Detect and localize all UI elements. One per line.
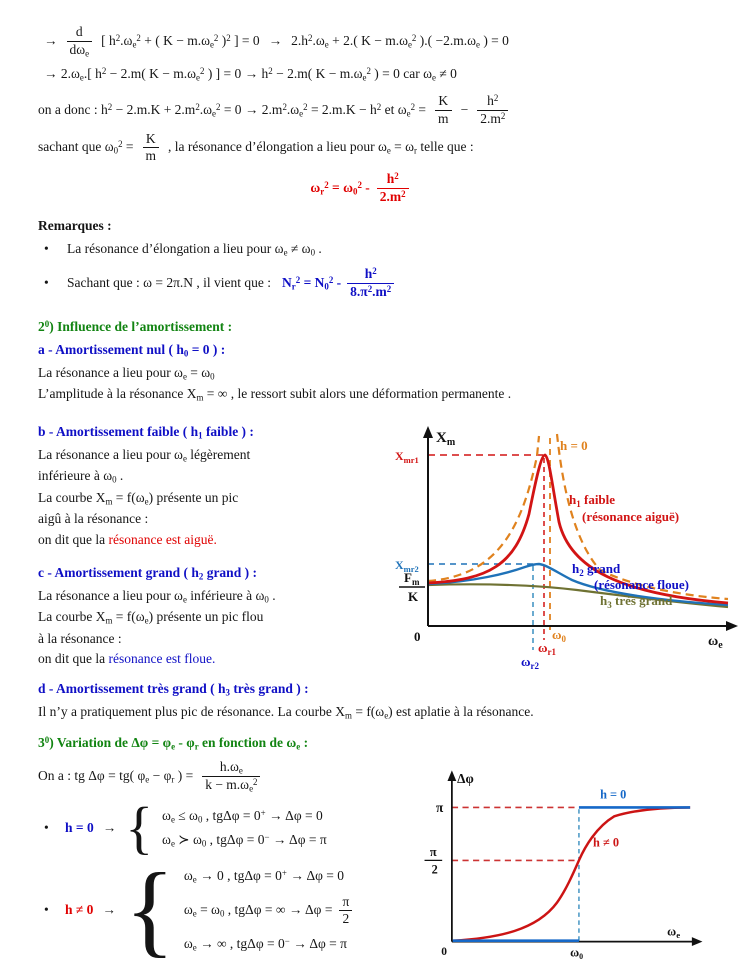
- section-2b-line-3: La courbe $X_m = f(\omega_e)$ présente un pic: [38, 488, 394, 509]
- x-axis-arrow-icon: [726, 621, 738, 631]
- case-line: $\omega_e$ → ∞ , tgΔφ = 0− → Δφ = π: [184, 934, 352, 955]
- section-2b-line-5: on dit que la résonance est aiguë.: [38, 530, 394, 551]
- fraction-h2-8pi2m2: [347, 266, 394, 301]
- curve-h-not-0: [453, 807, 690, 940]
- fraction-denominator: $8.\pi^2.m^2$: [347, 283, 394, 301]
- fraction-K-m: [435, 93, 452, 128]
- fraction-numerator: π: [339, 894, 352, 911]
- section-2a-title: a - Amortissement nul ( $h_0 = 0$ ) :: [38, 340, 707, 361]
- section-2c-title: c - Amortissement grand ( $h_2$ grand ) :: [38, 563, 394, 584]
- section-2a-line-2: L’amplitude à la résonance $X_m$ = ∞ , le ressort subit alors une déformation permanente .: [38, 384, 707, 405]
- left-brace: {: [125, 804, 153, 852]
- case-line: $\omega_e = \omega_0$ , tgΔφ = ∞ → Δφ = $\frac{\pi}{2}$: [184, 894, 352, 929]
- section-2d-title: d - Amortissement très grand ( $h_3$ très grand ) :: [38, 679, 707, 700]
- section-2-title: $2^0$) Influence de l’amortissement :: [38, 317, 707, 338]
- x-axis-arrow-icon: [692, 937, 703, 946]
- fraction-denominator: $2.m^2$: [377, 188, 409, 206]
- bullet-icon: •: [44, 818, 56, 839]
- section-2b-line-1: La résonance a lieu pour $\omega_e$ légèrement: [38, 445, 394, 466]
- equation-segment: , la résonance d’élongation a lieu pour $\omega_e = \omega_r$ telle que :: [168, 137, 474, 158]
- equation-segment: [ $h^2.\omega_e^2$ + ( $K - m.\omega_e^2$ )$^2$ ] = 0: [101, 31, 260, 52]
- phase-chart-svg: [406, 757, 706, 970]
- fraction-denominator: $d\omega_e$: [67, 41, 93, 60]
- fraction-denominator: $2.m^2$: [477, 110, 508, 128]
- fraction-tangent: [202, 759, 260, 795]
- phase-section-row: [38, 755, 707, 976]
- section-2c-line-1: La résonance a lieu pour $\omega_e$ inférieure à $\omega_0$ .: [38, 586, 394, 607]
- fraction-d-domega: [67, 24, 93, 59]
- y-axis-label: Δφ: [457, 770, 474, 785]
- bullet-icon: •: [44, 900, 56, 921]
- section-2d-line-1: Il n’y a pratiquement plus pic de résonance. La courbe $X_m = f(\omega_e)$ est aplatie à la résonance.: [38, 702, 707, 723]
- fraction-pi-2: [339, 894, 352, 929]
- section-2b-line-2: inférieure à $\omega_0$ .: [38, 466, 394, 487]
- pi-label: π: [436, 799, 444, 814]
- pi-over-2-denominator: 2: [432, 862, 438, 876]
- curve-h2-label: $h_2$ grand: [572, 561, 621, 578]
- arrow: →: [103, 818, 117, 839]
- xmr1-label: $X_{mr1}$: [395, 449, 419, 465]
- remarks-title: Remarques :: [38, 216, 707, 237]
- curve-h1-label: $h_1$ faible: [569, 492, 615, 509]
- tick-omega0: $\omega_0$: [570, 945, 583, 961]
- case-h-not-0: [44, 866, 406, 955]
- curve-h0-label: h = 0: [560, 438, 588, 453]
- x-axis-label: $\omega_e$: [708, 634, 723, 651]
- remark-text: Sachant que : ω = 2π.N , il vient que :: [67, 273, 271, 294]
- equation-segment: On a : tg Δφ = tg( $\varphi_e - \varphi_r$ ) =: [38, 766, 193, 787]
- hne0-cases: [184, 866, 352, 955]
- label-h-not-0: h ≠ 0: [593, 835, 619, 849]
- origin-label: 0: [414, 629, 421, 644]
- h0-label: h = 0: [65, 818, 94, 839]
- section-2c-line-2: La courbe $X_m = f(\omega_e)$ présente un pic flou: [38, 607, 394, 628]
- highlight-resonance-aigue: résonance est aiguë.: [109, 532, 217, 547]
- phase-text-column: [38, 755, 406, 976]
- h0-cases: [162, 806, 327, 852]
- case-h-equals-0: [44, 805, 406, 853]
- pi-over-2-numerator: π: [430, 845, 437, 859]
- fraction-denominator: $k - m.\omega_e^2$: [202, 776, 260, 795]
- fraction-h2-2m2: [477, 93, 508, 128]
- remark-item-1: [44, 239, 707, 260]
- fk-numerator-label: $F_m$: [404, 570, 420, 587]
- fraction-numerator: K: [435, 93, 451, 110]
- bullet-icon: •: [44, 239, 56, 260]
- amplitude-section-row: [38, 422, 707, 679]
- fraction-numerator: d: [73, 24, 86, 41]
- case-line: $\omega_e \to 0$ , tgΔφ = 0+ → Δφ = 0: [184, 866, 352, 887]
- fraction-numerator: $h^2$: [362, 266, 380, 283]
- remark-text: La résonance d’élongation a lieu pour $\omega_e \ne \omega_0$ .: [67, 239, 322, 260]
- section-2b-line-4: aigû à la résonance :: [38, 509, 394, 530]
- equation-segment: $2.h^2.\omega_e + 2$.( $K - m.\omega_e^2$ ).( $-2.m.\omega_e$ ) = 0: [291, 31, 509, 52]
- section-2c-line-4: on dit que la résonance est floue.: [38, 649, 394, 670]
- equation-segment: → $2.\omega_e$.[ $h^2 - 2.m$( $K - m.\omega_e^2$ ) ] = $0 \to h^2 - 2.m$( $K - m.\omega_e^2$ ) = 0 car $\omega_e \ne 0$: [44, 64, 457, 85]
- case-line: $\omega_e$ ≻ $\omega_0$ , tgΔφ = 0− → Δφ = π: [162, 830, 327, 851]
- arrow: →: [269, 31, 283, 52]
- origin-label: 0: [441, 945, 447, 957]
- arrow: →: [102, 900, 116, 921]
- fraction-numerator: $h^2$: [484, 93, 501, 110]
- minus-sign: −: [461, 100, 469, 121]
- section-2a-line-1: La résonance a lieu pour $\omega_e = \omega_0$: [38, 363, 707, 384]
- derivation-line-2: [38, 64, 707, 85]
- highlight-resonance-floue: résonance est floue.: [109, 651, 216, 666]
- equation-segment: sachant que $\omega_0^2$ =: [38, 137, 134, 158]
- section-3-title: $3^0$) Variation de $\Delta\varphi = \varphi_e - \varphi_r$ en fonction de $\omega_e$ :: [38, 733, 707, 754]
- amplitude-chart: [394, 422, 746, 679]
- fraction-denominator: m: [435, 110, 452, 128]
- y-axis-arrow-icon: [447, 770, 456, 781]
- phase-chart: [406, 755, 707, 976]
- label-h0: h = 0: [600, 787, 626, 801]
- derivation-line-1: [38, 24, 707, 59]
- fraction-numerator: $h^2$: [384, 171, 402, 188]
- fraction-denominator: 2: [339, 910, 352, 928]
- phase-formula-line: [38, 759, 406, 795]
- frequency-result-formula: [282, 266, 394, 301]
- remark-item-2: [44, 266, 707, 301]
- bullet-icon: •: [44, 273, 56, 294]
- left-brace: {: [125, 867, 175, 952]
- fraction-numerator: K: [143, 131, 159, 148]
- fraction-K-m: [143, 131, 160, 166]
- amplitude-text-column: [38, 422, 394, 679]
- fk-denominator-label: K: [408, 589, 419, 604]
- derivation-line-4: [38, 131, 707, 166]
- equation-segment: $\omega_r^2 = \omega_0^2$ -: [310, 178, 369, 199]
- amplitude-chart-svg: [394, 422, 746, 672]
- curve-h0-left-branch: [428, 436, 539, 581]
- arrow: →: [44, 31, 58, 52]
- fraction-h2-2m2: [377, 171, 409, 206]
- tick-omega0: $\omega_0$: [552, 627, 567, 644]
- y-axis-arrow-icon: [423, 426, 433, 438]
- y-axis-label: $X_m$: [436, 430, 456, 448]
- curve-h3-label: $h_3$ très grand: [600, 593, 673, 610]
- xmr2-label: $X_{mr2}$: [395, 558, 419, 574]
- tick-omega-r1: $\omega_{r1}$: [538, 640, 557, 657]
- hne0-label: h ≠ 0: [65, 900, 93, 921]
- fraction-denominator: m: [143, 147, 160, 165]
- curve-h2-note: (résonance floue): [594, 577, 689, 592]
- resonance-result-formula: [38, 171, 681, 206]
- x-axis-label: $\omega_e$: [667, 924, 680, 940]
- fraction-numerator: $h.\omega_e$: [217, 759, 246, 777]
- section-2c-line-3: à la résonance :: [38, 629, 394, 650]
- equation-segment: on a donc : $h^2 - 2.m.K + 2.m^2.\omega_e^2 = 0 \to 2.m^2.\omega_e^2 = 2.m.K - h^2$ et $\omega_e^2$ =: [38, 100, 426, 121]
- equation-segment: $N_r^2 = N_0^2$ -: [282, 273, 341, 294]
- case-line: $\omega_e \le \omega_0$ , tgΔφ = 0+ → Δφ = 0: [162, 806, 327, 827]
- derivation-line-3: [38, 93, 707, 128]
- tick-omega-r2: $\omega_{r2}$: [521, 654, 540, 671]
- section-2b-title: b - Amortissement faible ( $h_1$ faible ) :: [38, 422, 394, 443]
- curve-h1-note: (résonance aiguë): [582, 509, 679, 524]
